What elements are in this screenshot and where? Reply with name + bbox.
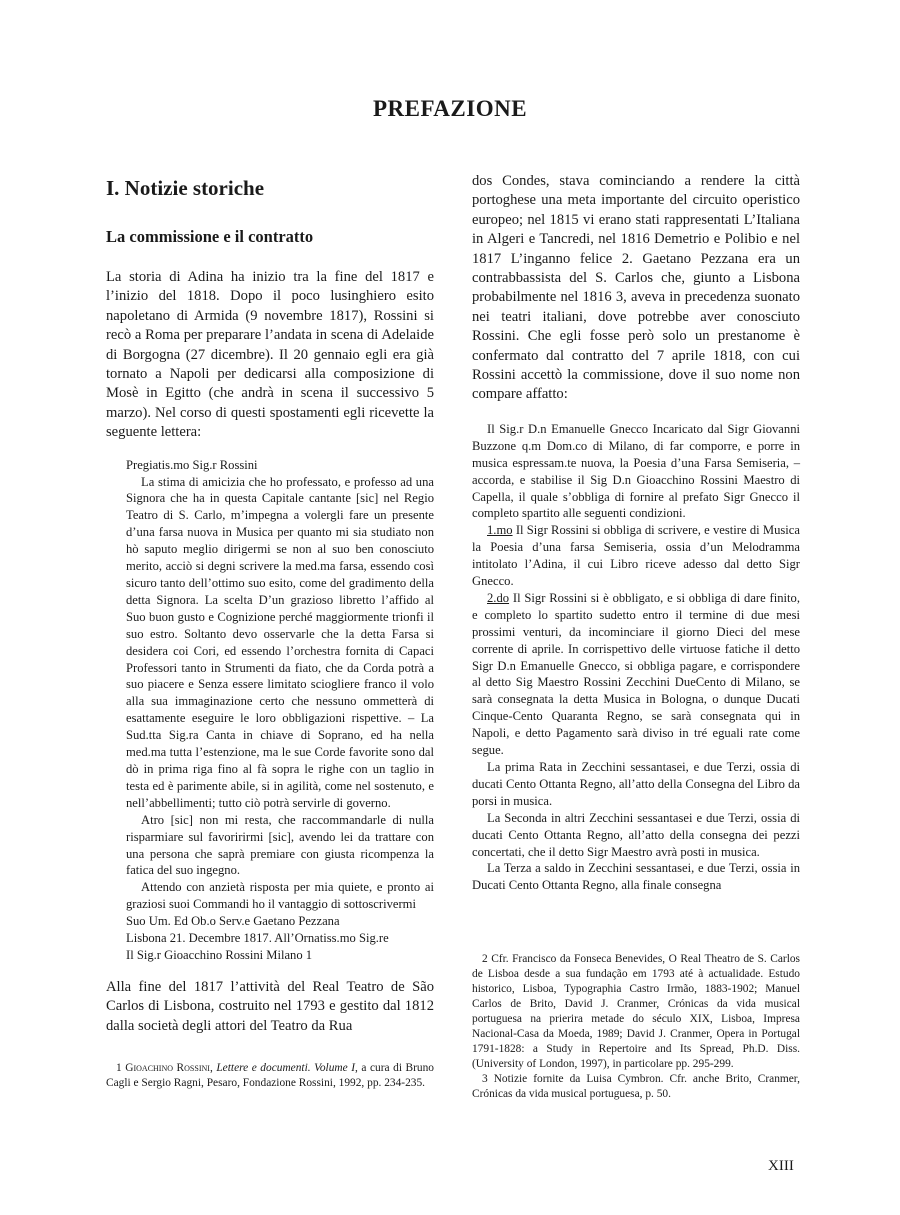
contract-paragraph-4: La prima Rata in Zecchini sessantasei, e due Terzi, ossia di ducati Cento Ottanta Regno, all’atto della Consegna del Libro da porsi in musica. bbox=[472, 760, 800, 808]
footnote-1-title: Lettere e documenti. Volume I bbox=[216, 1062, 356, 1074]
letter-quote bbox=[106, 457, 434, 964]
page-number: XIII bbox=[768, 1158, 794, 1174]
body-paragraph-1: La storia di Adina ha inizio tra la fine del 1817 e l’inizio del 1818. Dopo il poco lusinghiero esito napoletano di Armida (9 novembre 1817), Rossini si recò a Roma per preparare l’andata in scena di Adelaide di Borgogna (27 dicembre). Il 20 gennaio egli era già tornato a Napoli per dedicarsi alla composizione di Mosè in Egitto (che andrà in scena il successivo 5 marzo). Nel corso di questi spostamenti egli ricevette la seguente lettera: bbox=[106, 269, 434, 441]
footnote-3 bbox=[472, 1072, 800, 1102]
footnote-2 bbox=[472, 952, 800, 1072]
contract-article-2-text: Il Sigr Rossini si è obbligato, e si obbliga di dare finito, e completo lo spartito sudetto entro il termine di due mesi prossimi venturi, da incominciare il giorno Dieci del mese corrente di aprile. In corrispettivo delle virtuose fatiche il detto Sigr D.n Emanuelle Gnecco, si obbliga pagare, e corrispondere al detto Sig Maestro Rossini Zecchini DueCento di Milano, se sarà consegnata la detta Musica in Bologna, o dunque Ducati Cinque-Cento Quaranta Regno, se sarà consegnata qui in Napoli, e detto Pagamento sarà diviso in tré eguali rate come segue. bbox=[472, 590, 800, 758]
page-title: PREFAZIONE bbox=[372, 96, 528, 121]
footnote-1: 1 Gioachino Rossini, Lettere e documenti. Volume I, a cura di Bruno Cagli e Sergio Ragni, Pesaro, Fondazione Rossini, 1992, pp. 234-235. bbox=[106, 1062, 434, 1089]
contract-paragraph-2 bbox=[472, 522, 800, 590]
contract-quote bbox=[472, 421, 800, 894]
footnote-1-marker: 1 bbox=[116, 1062, 122, 1074]
footnote-2-text: Cfr. Francisco da Fonseca Benevides, O Real Theatro de S. Carlos de Lisboa desde a sua fundação em 1793 até à actualidade. Estudo historico, Lisboa, Typographia Castro Irmão, 1883-1902; Manuel Carlos de Brito, David J. Cranmer, Crónicas da vida musical portuguesa na prierira metade do século XIX, Lisboa, Impresa Nacional-Casa da Moeda, 1989; David J. Cranmer, Opera in Portugal 1791-1828: a Study in Repertoire and Its Spread, Ph.D. Diss. (University of London, 1997), in particolare pp. 295-299. bbox=[472, 953, 800, 1070]
body-paragraph-3: dos Condes, stava cominciando a rendere la città portoghese una meta importante del circuito operistico europeo; nel 1815 vi erano stati rappresentati L’Italiana in Algeri e Tancredi, nel 1816 Demetrio e Polibio e nel 1817 L’inganno felice 2. Gaetano Pezzana era un contrabbassista del S. Carlos che, giunto a Lisbona probabilmente nel 1816 3, aveva in precedenza suonato nei teatri italiani, dove potrebbe aver conosciuto Rossini. Che egli fosse però solo un prestanome è confermato dal contratto del 7 aprile 1818, con cui Rossini accettò la commissione, dove il suo nome non compare affatto: bbox=[472, 173, 800, 403]
section-title: I. Notizie storiche bbox=[106, 176, 265, 200]
contract-paragraph-1: Il Sig.r D.n Emanuelle Gnecco Incaricato dal Sigr Giovanni Buzzone q.m Dom.co di Milano, di far comporre, e porre in musica espressam.te nuova, la Poesia d’una Farsa Semiseria, – accorda, e stabilise il Sig D.n Gioacchino Rossini Maestro di Capella, il quale s’obbliga di fornire al prefato Sigr Gnecco il completo spartito alle seguenti condizioni. bbox=[472, 421, 800, 521]
letter-date: Lisbona 21. Decembre 1817. All’Ornatiss.mo Sig.re bbox=[126, 931, 389, 946]
letter-addressee: Il Sig.r Gioacchino Rossini Milano 1 bbox=[126, 947, 313, 962]
left-column bbox=[106, 172, 434, 1036]
contract-paragraph-6: La Terza a saldo in Zecchini sessantasei, e due Terzi, ossia in Ducati Cento Ottanta Regno, alla finale consegna bbox=[472, 861, 800, 893]
footnotes-left bbox=[106, 1061, 434, 1091]
footnotes-right bbox=[472, 952, 800, 1102]
letter-paragraph-1: La stima di amicizia che ho professato, e professo ad una Signora che ha in questa Capitale cantante [sic] nel Regio Teatro di S. Carlo, m’impegna a volergli fare un presente d’una farsa nuova in Musica per quanto mi sia studiato non hò saputo meglio dirigermi se non al suo ben conosciuto merito, acciò si degni scrivere la med.ma farsa, essendo così sicuro tanto dell’ottimo suo esito, come del gradimento della detta Signora. La scelta D’un grazioso libretto l’affido al Suo buon gusto e Cognizione perché maggiormente trionfi il suo estro. Soltanto devo osservarle che la detta Farsa si desidera coi Cori, ed essendo l’orchestra fornita di Capaci Professori tanto in Strumenti da fiato, che da Corda potrà a suo piacere e Senza essere limitato sciogliere franco il volo alla sua immaginazione certo che nessuno ommetterà di esattamente eseguire le loro obbligazioni rispettive. – La Sud.tta Sig.ra Canta in chiave di Soprano, ed ha nella med.ma tutta l’estenzione, ma le sue Corde favorite sono dal dò in prima riga fino al fà sopra le righe con un taglio in testa ed è parimente abile, si in agilità, come nel sostenuto, e nell’abbellimenti; tutto ciò potrà servirle di governo. bbox=[126, 474, 434, 810]
subsection-title: La commissione e il contratto bbox=[106, 227, 314, 246]
body-paragraph-2: Alla fine del 1817 l’attività del Real Teatro de São Carlos di Lisbona, costruito nel 1793 e gestito dal 1812 dalla società degli attori del Teatro da Rua bbox=[106, 978, 434, 1034]
footnote-3-marker: 3 bbox=[482, 1073, 488, 1085]
footnote-1-rest: , a cura di Bruno Cagli e Sergio Ragni, Pesaro, Fondazione Rossini, 1992, pp. 234-235. bbox=[106, 1062, 434, 1089]
footnote-1-author: Gioachino Rossini bbox=[125, 1062, 210, 1074]
letter-paragraph-2: Atro [sic] non mi resta, che raccommandarle di nulla risparmiare sul favoririrmi [sic], avendo lei da trattare con una persona che saprà premiare con giusta ricompenza la fatica del suo ingegno. bbox=[126, 812, 434, 878]
contract-article-2-number: 2.do bbox=[487, 590, 510, 605]
footnote-2-marker: 2 bbox=[482, 953, 488, 965]
right-column bbox=[472, 172, 800, 894]
contract-article-1-text: Il Sigr Rossini si obbliga di scrivere, e vestire di Musica la Poesia d’una farsa Semiseria, ossia d’un Melodramma intitolato l’Adina, il cui Libro riceve adesso dal detto Sigr Gnecco. bbox=[472, 523, 800, 589]
contract-article-1-number: 1.mo bbox=[487, 523, 513, 538]
letter-signature: Suo Um. Ed Ob.o Serv.e Gaetano Pezzana bbox=[126, 914, 340, 929]
letter-paragraph-3: Attendo con anzietà risposta per mia quiete, e pronto ai graziosi suoi Commandi ho il vantaggio di sottoscrivermi bbox=[126, 880, 434, 912]
letter-salutation: Pregiatis.mo Sig.r Rossini bbox=[126, 457, 258, 472]
contract-paragraph-5: La Seconda in altri Zecchini sessantasei e due Terzi, ossia di ducati Cento Ottanta Regno, all’atto della consegna dei pezzi concertati, che il detto Sigr Maestro avrà posti in musica. bbox=[472, 810, 800, 859]
contract-paragraph-3 bbox=[472, 590, 800, 759]
footnote-3-text: Notizie fornite da Luisa Cymbron. Cfr. anche Brito, Cranmer, Crónicas da vida musical portuguesa, p. 50. bbox=[472, 1073, 800, 1100]
